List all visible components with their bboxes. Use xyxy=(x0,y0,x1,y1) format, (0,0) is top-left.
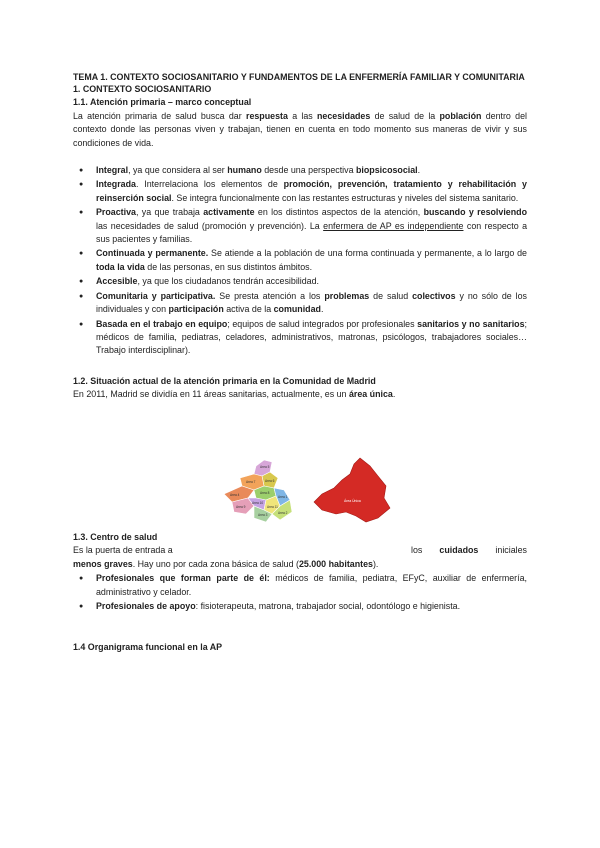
map-label: Area 2 xyxy=(278,511,288,515)
centro-salud-line-2: menos graves. Hay uno por cada zona básica de salud (25.000 habitantes). xyxy=(73,558,379,569)
subsection-heading-1-4: 1.4 Organigrama funcional en la AP xyxy=(73,642,223,652)
map-label: Area 9 xyxy=(236,505,246,509)
subsection-heading-1-2: 1.2. Situación actual de la atención primaria en la Comunidad de Madrid xyxy=(73,375,376,386)
intro-paragraph: La atención primaria de salud busca dar respuesta a las necesidades de salud de la población dentro del contexto donde las personas viven y trabajan, tienen en cuenta en todo momento sus maneras de vivir y sus condiciones de vida. xyxy=(73,110,527,148)
list-item: ● Basada en el trabajo en equipo; equipos de salud integrados por profesionales sanitarios y no sanitarios; médicos de familia, pediatras, celadores, administrativos, matronas, psicólogos, trabajadores sociales… Trabajo interdisciplinar). xyxy=(96,318,527,358)
map-label: Area 7 xyxy=(246,480,256,484)
madrid-paragraph: En 2011, Madrid se dividía en 11 áreas sanitarias, actualmente, es un área única. xyxy=(73,389,396,400)
map-label: Area 8 xyxy=(260,491,270,495)
characteristics-list xyxy=(73,164,527,358)
list-item: ● Comunitaria y participativa. Se presta atención a los problemas de salud colectivos y no sólo de los individuales y con participación activa de la comunidad. xyxy=(96,290,527,317)
map-label: Area 5 xyxy=(260,465,270,469)
map-label: Area 6 xyxy=(265,479,275,483)
list-item: ● Continuada y permanente. Se atiende a la población de una forma continuada y permanente, a lo largo de toda la vida de las personas, en sus distintos ámbitos. xyxy=(96,247,527,274)
list-item: ● Proactiva, ya que trabaja activamente en los distintos aspectos de la atención, buscando y resolviendo las necesidades de salud (promoción y prevención). La enfermera de AP es independiente con respecto a sus pacientes y familias. xyxy=(96,206,527,246)
subsection-heading-1-1: 1.1. Atención primaria – marco conceptual xyxy=(73,97,252,108)
list-item: ● Integral, ya que considera al ser humano desde una perspectiva biopsicosocial. xyxy=(96,164,527,177)
document-page xyxy=(73,71,527,402)
map-label-area-unica: Área Única xyxy=(344,499,361,503)
list-item: ● Accesible, ya que los ciudadanos tendrán accesibilidad. xyxy=(96,275,527,288)
section-1-3 xyxy=(73,531,527,614)
list-item: ● Profesionales de apoyo: fisioterapeuta, matrona, trabajador social, odontólogo e higienista. xyxy=(96,600,527,613)
subsection-heading-1-3: 1.3. Centro de salud xyxy=(73,532,158,542)
profesionales-list xyxy=(73,572,527,613)
map-label: Area 4 xyxy=(230,493,240,497)
document-title: TEMA 1. CONTEXTO SOCIOSANITARIO Y FUNDAMENTOS DE LA ENFERMERÍA FAMILIAR Y COMUNITARIA xyxy=(73,72,525,82)
list-item: ● Profesionales que forman parte de él: médicos de familia, pediatra, EFyC, auxiliar de enfermería, administrativo y celador. xyxy=(96,572,527,599)
map-label: Area 3 xyxy=(258,513,268,517)
madrid-maps-figure xyxy=(218,456,396,524)
map-label: Area 1 xyxy=(278,495,288,499)
map-label: Area 11 xyxy=(267,505,278,509)
map-label: Area 10 xyxy=(252,501,264,505)
area-unica-map-right xyxy=(314,458,390,522)
areas-map-left xyxy=(224,460,292,522)
section-heading-1: 1. CONTEXTO SOCIOSANITARIO xyxy=(73,84,212,94)
list-item: ● Integrada. Interrelaciona los elementos de promoción, prevención, tratamiento y rehabilitación y reinserción social. Se integra funcionalmente con las restantes estructuras y niveles del sistema sanitario. xyxy=(96,178,527,205)
centro-salud-line-1: Es la puerta de entrada a los cuidados iniciales xyxy=(73,545,527,556)
